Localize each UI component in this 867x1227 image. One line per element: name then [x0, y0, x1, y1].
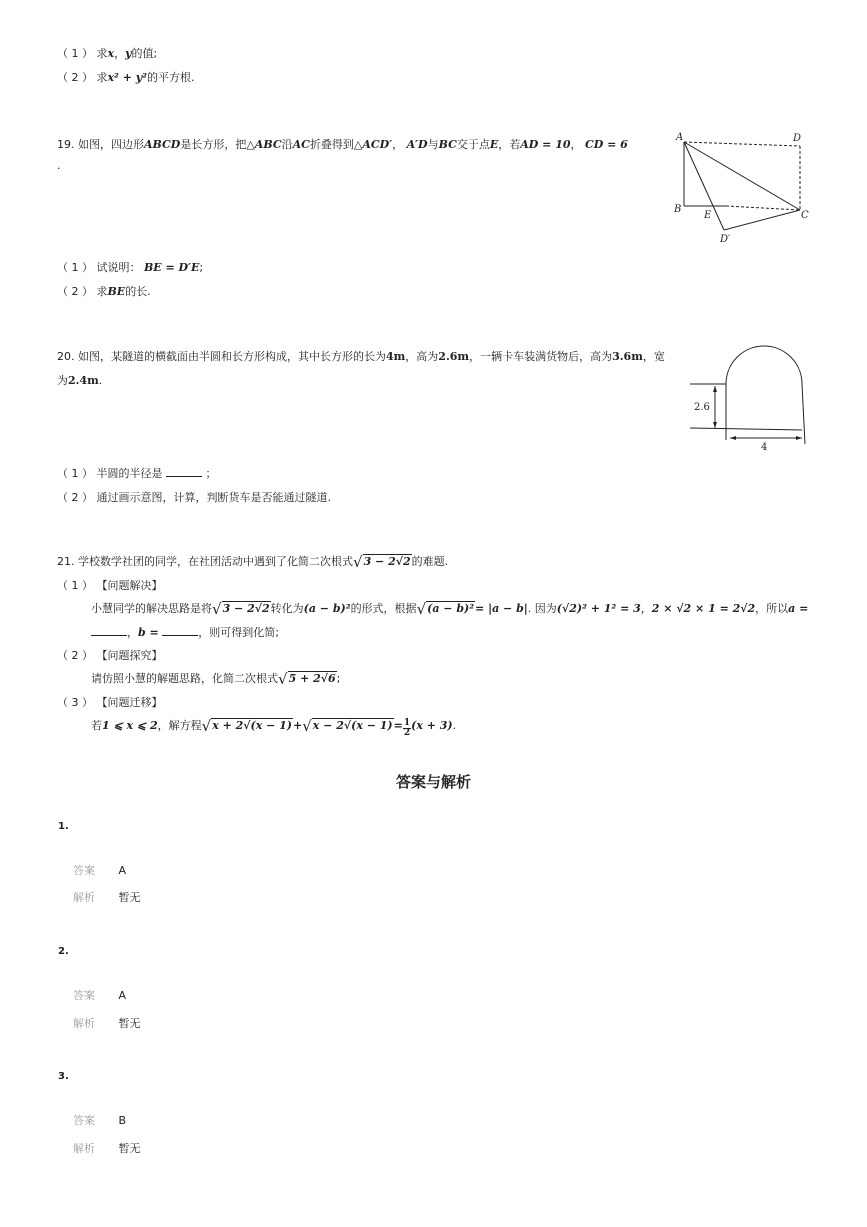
math: △ABC [246, 138, 282, 151]
answer-item-number: 1. [58, 821, 69, 832]
math: 2.4m [68, 374, 99, 387]
right-wall [802, 384, 805, 444]
q21-part1-line2 [91, 624, 279, 640]
text: 转化为 [270, 602, 304, 615]
answer-row [73, 862, 126, 878]
radicand: x − 2√(x − 1) [312, 719, 393, 732]
radicand: x + 2√(x − 1) [212, 719, 293, 732]
segment-ec [726, 206, 800, 210]
text: ，所以 [755, 602, 789, 615]
part-title: 【问题迁移】 [96, 696, 163, 709]
width-label: 4 [761, 442, 768, 453]
question-number: 19. [57, 138, 75, 151]
math-x: x [107, 47, 115, 60]
text: 沿 [281, 138, 293, 151]
math: A′D [406, 138, 428, 151]
fraction [403, 719, 411, 738]
math: a = [788, 602, 809, 615]
text: 的形式，根据 [350, 602, 417, 615]
math: BC [438, 138, 457, 151]
answer-value: B [118, 1114, 127, 1127]
text: ， [114, 47, 126, 60]
math: (x + 3) [411, 719, 453, 732]
radicand: 5 + 2√6 [288, 672, 336, 685]
math: △ACD′ [353, 138, 393, 151]
text: 的值; [131, 47, 158, 60]
answer-blank-a[interactable] [91, 624, 127, 636]
question-number: 21. [57, 555, 75, 568]
math: 4m [386, 350, 406, 363]
text: ，则可得到化简; [198, 626, 279, 639]
answers-title: 答案与解析 [395, 773, 471, 791]
text: 求 [96, 285, 108, 298]
math: 3.6m [612, 350, 643, 363]
answer-label: 答案 [73, 1114, 95, 1127]
segment-ad [684, 142, 800, 146]
q21-part3-body [91, 717, 456, 738]
math: BE [107, 285, 126, 298]
math: 1 ⩽ x ⩽ 2 [102, 719, 158, 732]
part-number: （ 1 ） [57, 261, 93, 274]
answer-value: A [118, 989, 127, 1002]
answer-value: A [118, 864, 127, 877]
text: 与 [427, 138, 439, 151]
arrow-down [713, 422, 717, 428]
math-y: y [125, 47, 132, 60]
part-number: （ 2 ） [57, 491, 93, 504]
text: ， [127, 626, 138, 639]
answer-label: 答案 [73, 989, 95, 1002]
radicand: (a − b)² [427, 602, 475, 615]
q19-stem [57, 136, 628, 152]
math: b = [138, 626, 159, 639]
q19-figure [668, 128, 814, 248]
text: 通过画示意图，计算，判断货车是否能通过隧道. [96, 491, 331, 504]
radical: √x − 2√(x − 1) [302, 717, 393, 735]
q21-part2-header [57, 647, 163, 663]
math: E [489, 138, 499, 151]
text: 交于点 [456, 138, 490, 151]
q18-part1 [57, 45, 157, 61]
q20-part2 [57, 489, 331, 505]
segment-ac [684, 142, 800, 210]
radical: √3 − 2√2 [212, 600, 270, 618]
part-title: 【问题探究】 [96, 649, 163, 662]
text: ， [570, 138, 582, 151]
label-b: B [674, 204, 682, 215]
text: 是长方形，把 [180, 138, 247, 151]
part-number: （ 3 ） [57, 696, 93, 709]
text: 半圆的半径是 [96, 467, 163, 480]
analysis-value: 暂无 [118, 1017, 141, 1030]
text: ， [640, 602, 652, 615]
answer-row [73, 987, 126, 1003]
part-title: 【问题解决】 [96, 579, 163, 592]
math: (√2)² + 1² = 3 [556, 602, 641, 615]
text: ，解方程 [157, 719, 202, 732]
radicand: 3 − 2√2 [222, 602, 270, 615]
math: BE = D′E [144, 261, 200, 274]
q21-part2-body [91, 670, 340, 688]
math: 2.6m [438, 350, 470, 363]
part-number: （ 2 ） [57, 285, 93, 298]
label-e: E [704, 210, 712, 221]
text: 学校数学社团的同学，在社团活动中遇到了化简二次根式 [78, 555, 353, 568]
numerator: 1 [403, 718, 411, 728]
q20-stem-line2 [57, 372, 102, 388]
analysis-label: 解析 [73, 1017, 95, 1030]
answer-item-number: 2. [58, 946, 69, 957]
text: ; [199, 261, 204, 274]
denominator: 2 [403, 728, 411, 738]
math: = [393, 719, 403, 732]
q18-part2 [57, 69, 194, 85]
analysis-row [73, 1140, 141, 1156]
q19-stem-end: . [57, 159, 61, 172]
segment-d2c [724, 210, 800, 230]
arrow-left [730, 436, 736, 440]
text: 如图，四边形 [78, 138, 144, 151]
math: CD = 6 [585, 138, 628, 151]
answer-blank[interactable] [166, 465, 202, 477]
q21-stem [57, 553, 448, 571]
text: 的长. [125, 285, 151, 298]
analysis-label: 解析 [73, 891, 95, 904]
label-d: D [793, 133, 802, 144]
text: 若 [91, 719, 102, 732]
text: ，若 [498, 138, 521, 151]
analysis-value: 暂无 [118, 891, 141, 904]
text: ; [336, 672, 341, 685]
text: 小慧同学的解决思路是将 [91, 602, 212, 615]
text: 试说明： [96, 261, 141, 274]
label-c: C [801, 210, 809, 221]
math: AC [292, 138, 310, 151]
text: 如图，某隧道的横截面由半圆和长方形构成，其中长方形的长为 [78, 350, 386, 363]
math: + [293, 719, 303, 732]
radical: √3 − 2√2 [353, 553, 411, 571]
q21-part1-line1 [91, 600, 808, 618]
height-label: 2.6 [694, 402, 710, 413]
part-number: （ 1 ） [57, 47, 93, 60]
radical: √(a − b)² [416, 600, 475, 618]
analysis-row [73, 889, 141, 905]
q20-figure [680, 340, 814, 458]
answer-blank-b[interactable] [162, 624, 198, 636]
text: 为 [57, 374, 68, 387]
answer-row [73, 1112, 126, 1128]
math: (a − b)² [303, 602, 351, 615]
text: . 因为 [527, 602, 557, 615]
question-number: 20. [57, 350, 75, 363]
text: . [98, 374, 103, 387]
text: 求 [96, 71, 108, 84]
label-a: A [676, 132, 684, 143]
radical: √x + 2√(x − 1) [201, 717, 293, 735]
part-number: （ 1 ） [57, 579, 93, 592]
q20-part1 [57, 465, 217, 481]
text: 求 [96, 47, 108, 60]
ground-line [690, 428, 802, 430]
part-number: （ 2 ） [57, 649, 93, 662]
label-d-prime: D′ [720, 234, 731, 245]
text: ， [392, 138, 404, 151]
analysis-row [73, 1015, 141, 1031]
q19-part1 [57, 259, 203, 275]
answer-label: 答案 [73, 864, 95, 877]
text: ，一辆卡车装满货物后，高为 [469, 350, 613, 363]
text: 的平方根. [146, 71, 195, 84]
part-number: （ 2 ） [57, 71, 93, 84]
part-number: （ 1 ） [57, 467, 93, 480]
math: AD = 10 [520, 138, 571, 151]
q20-stem [57, 348, 665, 364]
q21-part3-header [57, 694, 163, 710]
semicircle [726, 346, 802, 384]
text: . [452, 719, 457, 732]
arrow-right [796, 436, 802, 440]
text: 折叠得到 [309, 138, 354, 151]
text: 的难题. [411, 555, 449, 568]
analysis-value: 暂无 [118, 1142, 141, 1155]
text: ； [205, 467, 217, 480]
math: ABCD [144, 138, 181, 151]
math-expr: x² + y² [107, 71, 147, 84]
text: 请仿照小慧的解题思路，化简二次根式 [91, 672, 278, 685]
analysis-label: 解析 [73, 1142, 95, 1155]
text: ，高为 [405, 350, 439, 363]
arrow-up [713, 386, 717, 392]
radicand: 3 − 2√2 [363, 555, 411, 568]
q19-part2 [57, 283, 151, 299]
q21-part1-header [57, 577, 163, 593]
radical: √5 + 2√6 [278, 670, 336, 688]
math: = |a − b| [475, 602, 528, 615]
text: ，宽 [642, 350, 665, 363]
answer-item-number: 3. [58, 1071, 69, 1082]
math: 2 × √2 × 1 = 2√2 [651, 602, 756, 615]
